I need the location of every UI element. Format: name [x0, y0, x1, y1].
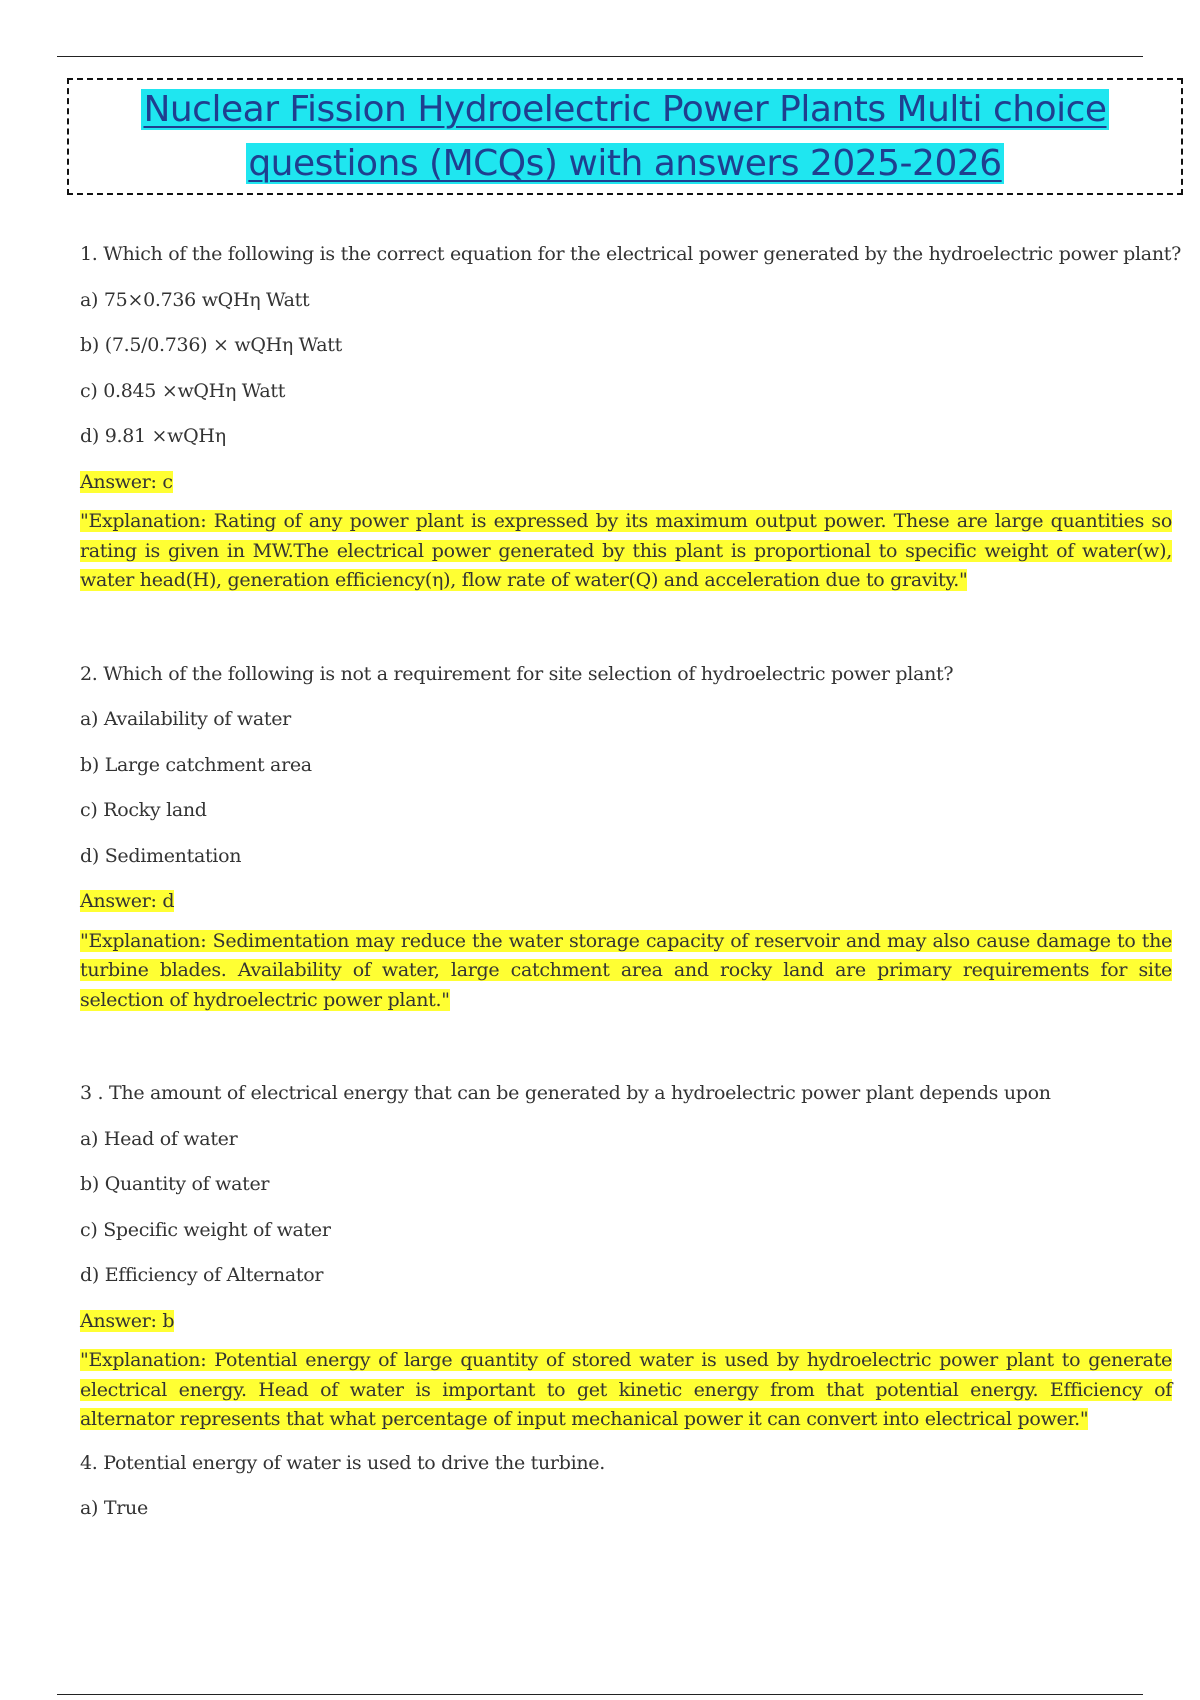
answer-text: Answer: d	[80, 890, 175, 912]
question-text: 2. Which of the following is not a requirement for site selection of hydroelectric power plant?	[80, 662, 954, 685]
explanation	[80, 507, 1172, 596]
option-a: a) True	[80, 1497, 148, 1519]
title-line-1	[141, 83, 1108, 137]
option-d: d) 9.81 ×wQHη	[80, 425, 226, 447]
title-box	[67, 78, 1183, 195]
title-text-2: questions (MCQs) with answers 2025-2026	[248, 142, 1002, 184]
option-d: d) Efficiency of Alternator	[80, 1264, 324, 1286]
option-d: d) Sedimentation	[80, 844, 242, 867]
question-text: 3 . The amount of electrical energy that can be generated by a hydroelectric power plant depends upon	[80, 1082, 1051, 1104]
answer-line	[80, 460, 1172, 506]
answer-line	[80, 1299, 1172, 1345]
question-4	[80, 1441, 1172, 1532]
option-b: b) Quantity of water	[80, 1173, 270, 1195]
option-b: b) Large catchment area	[80, 753, 312, 776]
question-2	[80, 652, 1172, 1016]
answer-line	[80, 879, 1172, 925]
option-c: c) 0.845 ×wQHη Watt	[80, 379, 286, 402]
question-list	[80, 232, 1181, 1532]
option-b: b) (7.5/0.736) × wQHη Watt	[80, 334, 342, 356]
question-3	[80, 1071, 1172, 1435]
option-c: c) Specific weight of water	[80, 1218, 331, 1241]
answer-text: Answer: b	[80, 1309, 175, 1332]
explanation-text: "Explanation: Potential energy of large quantity of stored water is used by hydroelectric power plant to generate electrical energy. Head of water is important to get kinetic energy from that potential energy. Efficiency of alternator represents that what percentage of input mechanical power it can convert into electrical power."	[80, 1349, 1172, 1430]
bottom-rule	[57, 1694, 1143, 1695]
explanation-text: "Explanation: Rating of any power plant is expressed by its maximum output power. These are large quantities so rating is given in MW.The electrical power generated by this plant is proportional to specific weight of water(w), water head(H), generation efficiency(η), flow rate of water(Q) and acceleration due to gravity."	[80, 510, 1172, 591]
option-a: a) Availability of water	[80, 708, 291, 730]
option-a: a) 75×0.736 wQHη Watt	[80, 288, 310, 311]
question-1	[80, 232, 1181, 596]
explanation	[80, 927, 1172, 1016]
explanation	[80, 1346, 1172, 1435]
answer-text: Answer: c	[80, 470, 173, 493]
title-text-1: Nuclear Fission Hydroelectric Power Plants Multi choice	[143, 88, 1107, 130]
option-c: c) Rocky land	[80, 799, 207, 821]
option-a: a) Head of water	[80, 1127, 238, 1150]
question-text: 4. Potential energy of water is used to drive the turbine.	[80, 1451, 605, 1474]
explanation-text: "Explanation: Sedimentation may reduce the water storage capacity of reservoir and may also cause damage to the turbine blades. Availability of water, large catchment area and rocky land are primary requirements for site selection of hydroelectric power plant."	[80, 929, 1172, 1011]
title-line-2	[246, 137, 1003, 191]
top-rule	[57, 56, 1143, 57]
question-text: 1. Which of the following is the correct equation for the electrical power generated by the hydroelectric power plant?	[80, 243, 1181, 265]
